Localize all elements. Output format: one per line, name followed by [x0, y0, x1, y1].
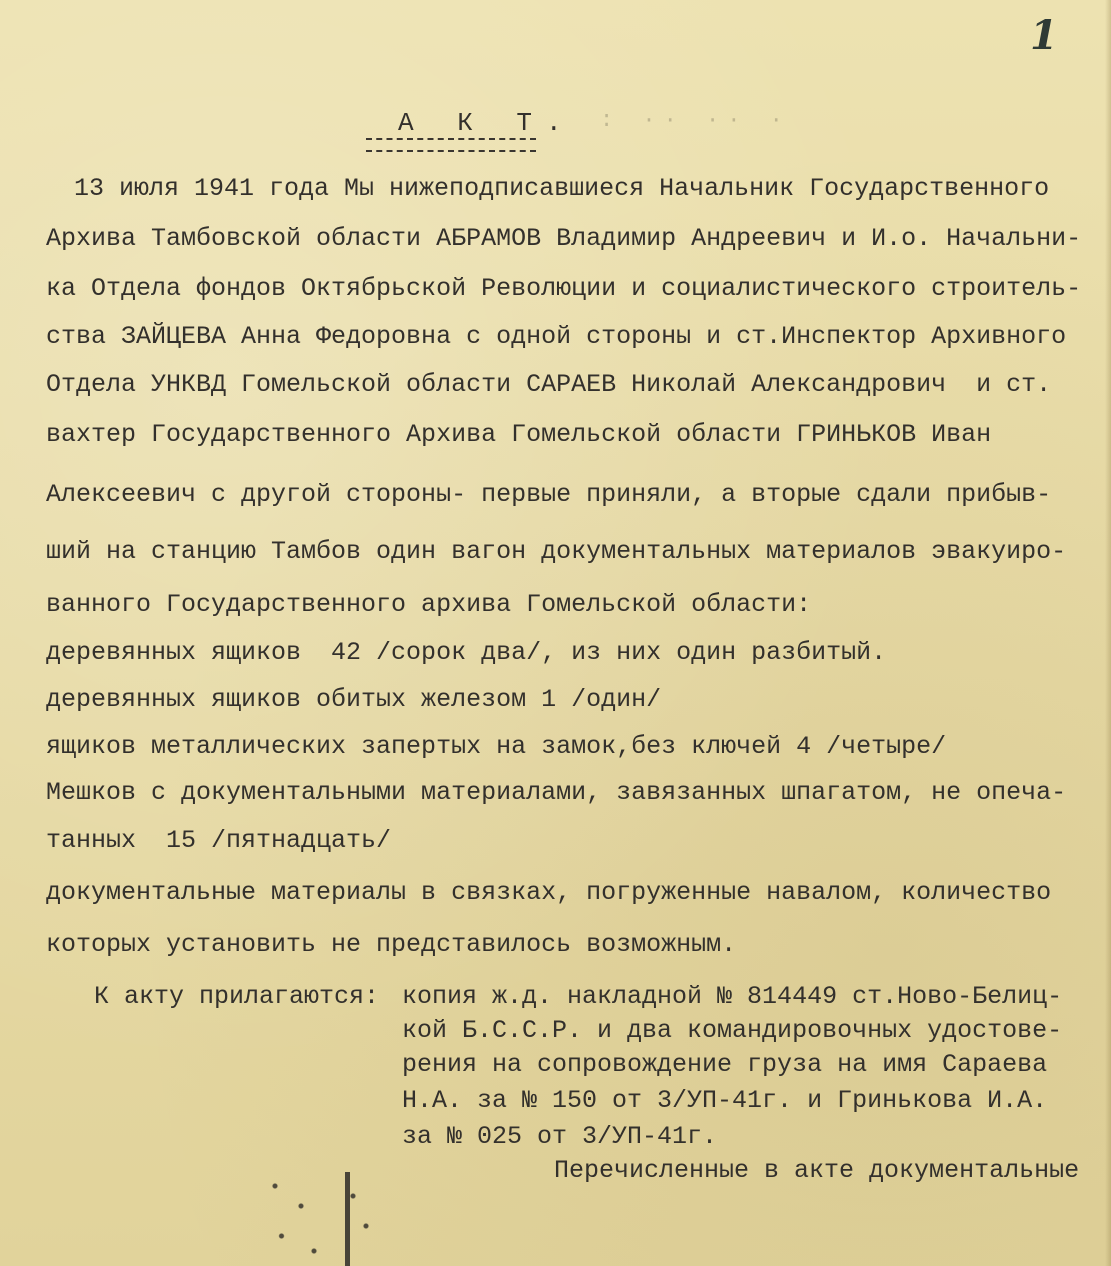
body-line-14: танных 15 /пятнадцать/ — [46, 826, 392, 855]
document-title: А К Т. — [398, 108, 576, 138]
ink-stamp-stroke — [345, 1172, 350, 1266]
ink-stamp-fragment — [262, 1166, 392, 1266]
attachment-line-4: Н.А. за № 150 от 3/УП-41г. и Гринькова И.А. — [402, 1086, 1048, 1115]
body-line-7: Алексеевич с другой стороны- первые приняли, а вторые сдали прибыв- — [46, 480, 1052, 509]
body-line-13: Мешков с документальными материалами, завязанных шпагатом, не опеча- — [46, 778, 1067, 807]
body-line-9: ванного Государственного архива Гомельской области: — [46, 590, 812, 619]
body-line-4: ства ЗАЙЦЕВА Анна Федоровна с одной стороны и ст.Инспектор Архивного — [46, 322, 1067, 351]
attachment-line-5: за № 025 от 3/УП-41г. — [402, 1122, 718, 1151]
body-line-12: ящиков металлических запертых на замок,без ключей 4 /четыре/ — [46, 732, 947, 761]
page-edge — [1105, 0, 1111, 1266]
body-line-3: ка Отдела фондов Октябрьской Революции и социалистического строитель- — [46, 274, 1082, 303]
attachments-label: К акту прилагаются: — [94, 982, 380, 1011]
title-underline — [366, 138, 536, 152]
body-line-16: которых установить не представилось возможным. — [46, 930, 737, 959]
attachment-line-2: кой Б.С.С.Р. и два командировочных удостове- — [402, 1016, 1063, 1045]
body-line-10: деревянных ящиков 42 /сорок два/, из них один разбитый. — [46, 638, 887, 667]
faint-show-through-mark: : ·· ·· · — [600, 108, 791, 133]
body-line-11: деревянных ящиков обитых железом 1 /один/ — [46, 685, 662, 714]
page-number: 1 — [1030, 12, 1058, 59]
attachment-line-1: копия ж.д. накладной № 814449 ст.Ново-Белиц- — [402, 982, 1063, 1011]
closing-line: Перечисленные в акте документальные — [554, 1156, 1080, 1185]
body-line-8: ший на станцию Тамбов один вагон документальных материалов эвакуиро- — [46, 537, 1067, 566]
body-line-2: Архива Тамбовской области АБРАМОВ Владимир Андреевич и И.о. Начальни- — [46, 224, 1082, 253]
body-line-15: документальные материалы в связках, погруженные навалом, количество — [46, 878, 1052, 907]
body-line-5: Отдела УНКВД Гомельской области САРАЕВ Николай Александрович и ст. — [46, 370, 1052, 399]
attachment-line-3: рения на сопровождение груза на имя Сараева — [402, 1050, 1048, 1079]
body-line-1: 13 июля 1941 года Мы нижеподписавшиеся Начальник Государственного — [74, 174, 1050, 203]
body-line-6: вахтер Государственного Архива Гомельской области ГРИНЬКОВ Иван — [46, 420, 992, 449]
